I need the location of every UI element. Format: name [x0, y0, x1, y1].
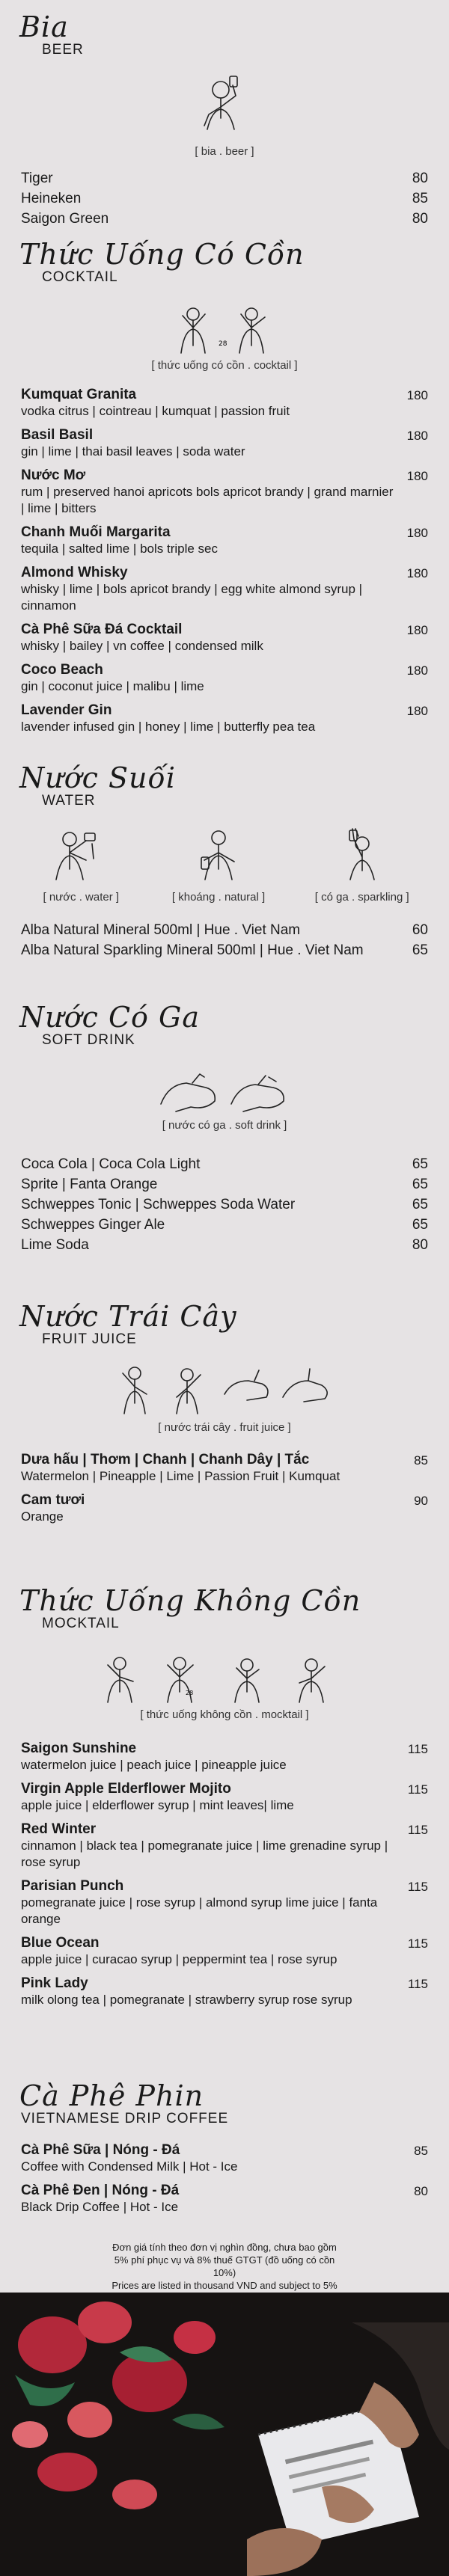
- menu-item: Coca Cola | Coca Cola Light 65: [21, 1156, 428, 1172]
- menu-item: Dưa hấu | Thơm | Chanh | Chanh Dây | Tắc 85 Watermelon | Pineapple | Lime | Passion Fruit | Kumquat: [21, 1452, 428, 1483]
- mocktail-caption: [ thức uống không cồn . mocktail ]: [140, 1708, 309, 1721]
- menu-item: Saigon Green 80: [21, 211, 428, 227]
- footnote-en: Prices are listed in thousand VND and subject to 5%: [112, 2280, 337, 2291]
- mocktail-subtitle: MOCKTAIL: [42, 1616, 120, 1631]
- menu-item: Cam tươi 90 Orange: [21, 1492, 428, 1524]
- menu-item: Saigon Sunshine 115 watermelon juice | peach juice | pineapple juice: [21, 1741, 428, 1772]
- mocktail-illustration-icon: [97, 1652, 352, 1704]
- natural-caption: [ khoáng . natural ]: [171, 891, 266, 904]
- coffee-subtitle: VIETNAMESE DRIP COFFEE: [21, 2111, 229, 2126]
- menu-item: Pink Lady 115 milk olong tea | pomegranate | strawberry syrup rose syrup: [21, 1975, 428, 2007]
- menu-item: Nước Mơ 180 rum | preserved hanoi apricots bols apricot brandy | grand marnier | lime | bitters: [21, 467, 428, 515]
- menu-item: Sprite | Fanta Orange 65: [21, 1177, 428, 1192]
- menu-item: Red Winter 115 cinnamon | black tea | pomegranate juice | lime grenadine syrup | rose syrup: [21, 1821, 428, 1869]
- sparkling-caption: [ có ga . sparkling ]: [314, 891, 409, 904]
- menu-item: Lime Soda 80: [21, 1237, 428, 1253]
- menu-item: Cà Phê Sữa | Nóng - Đá 85 Coffee with Condensed Milk | Hot - Ice: [21, 2142, 428, 2174]
- soft-drink-section: [0, 1001, 449, 1255]
- coffee-title: Cà Phê Phin: [19, 2079, 204, 2112]
- fruit-juice-illustration-icon: [112, 1361, 337, 1417]
- water-caption: [ nước . water ]: [43, 891, 120, 904]
- fruit-juice-subtitle: FRUIT JUICE: [42, 1331, 137, 1347]
- soft-drink-caption: [ nước có ga . soft drink ]: [162, 1119, 287, 1132]
- soft-drink-hands-icon: [153, 1067, 296, 1114]
- coffee-section: [0, 2079, 449, 2223]
- menu-item: Tiger 80: [21, 171, 428, 186]
- fruit-juice-title: Nước Trái Cây: [19, 1300, 237, 1333]
- bartenders-illustration-icon: [172, 301, 277, 355]
- mocktail-section: [0, 1584, 449, 2016]
- footnote-vi: Đơn giá tính theo đơn vị nghìn đồng, chưa bao gồm 5% phí phục vụ và 8% thuế GTGT (đồ uống có cồn 10%): [112, 2242, 337, 2278]
- menu-item: Virgin Apple Elderflower Mojito 115 apple juice | elderflower syrup | mint leaves| lime: [21, 1781, 428, 1812]
- menu-item: Alba Natural Sparkling Mineral 500ml | Hue . Viet Nam 65: [21, 942, 428, 958]
- menu-item: Basil Basil 180 gin | lime | thai basil leaves | soda water: [21, 427, 428, 459]
- menu-item: Almond Whisky 180 whisky | lime | bols apricot brandy | egg white almond syrup | cinnamon: [21, 565, 428, 613]
- water-title: Nước Suối: [19, 761, 176, 794]
- beer-section: [0, 10, 449, 229]
- cocktail-title: Thức Uống Có Cồn: [19, 238, 305, 271]
- cocktail-section: [0, 238, 449, 743]
- menu-item: Lavender Gin 180 lavender infused gin | honey | lime | butterfly pea tea: [21, 702, 428, 734]
- water-subtitle: WATER: [42, 793, 96, 809]
- water-section: [0, 761, 449, 960]
- water-pouring-icon: [40, 823, 122, 883]
- menu-item: Schweppes Tonic | Schweppes Soda Water 65: [21, 1197, 428, 1212]
- menu-item: Blue Ocean 115 apple juice | curacao syrup | peppermint tea | rose syrup: [21, 1935, 428, 1966]
- beer-title: Bia: [19, 10, 69, 43]
- natural-water-icon: [177, 823, 260, 883]
- fruit-juice-caption: [ nước trái cây . fruit juice ]: [158, 1421, 291, 1434]
- svg-text:28: 28: [186, 1690, 194, 1696]
- menu-item: Chanh Muối Margarita 180 tequila | salted lime | bols triple sec: [21, 524, 428, 556]
- fruit-juice-section: [0, 1300, 449, 1533]
- cocktail-caption: [ thức uống có cồn . cocktail ]: [151, 359, 298, 372]
- menu-item: Cà Phê Đen | Nóng - Đá 80 Black Drip Coffee | Hot - Ice: [21, 2183, 428, 2214]
- beer-caption: [ bia . beer ]: [195, 145, 254, 158]
- menu-item: Schweppes Ginger Ale 65: [21, 1217, 428, 1233]
- menu-item: Parisian Punch 115 pomegranate juice | rose syrup | almond syrup lime juice | fanta orange: [21, 1878, 428, 1926]
- menu-photo: [0, 2293, 449, 2576]
- menu-item: Alba Natural Mineral 500ml | Hue . Viet Nam 60: [21, 922, 428, 938]
- menu-item: Coco Beach 180 gin | coconut juice | malibu | lime: [21, 662, 428, 693]
- svg-text:28: 28: [219, 340, 227, 348]
- sparkling-water-icon: [321, 823, 403, 883]
- menu-item: Cà Phê Sữa Đá Cocktail 180 whisky | bailey | vn coffee | condensed milk: [21, 622, 428, 653]
- soft-drink-title: Nước Có Ga: [19, 1001, 201, 1034]
- person-drinking-beer-icon: [191, 73, 258, 141]
- menu-item: Kumquat Granita 180 vodka citrus | cointreau | kumquat | passion fruit: [21, 387, 428, 418]
- menu-item: Heineken 85: [21, 191, 428, 206]
- cocktail-subtitle: COCKTAIL: [42, 269, 118, 285]
- mocktail-title: Thức Uống Không Cồn: [19, 1584, 361, 1617]
- soft-drink-subtitle: SOFT DRINK: [42, 1032, 135, 1048]
- beer-subtitle: BEER: [42, 42, 84, 58]
